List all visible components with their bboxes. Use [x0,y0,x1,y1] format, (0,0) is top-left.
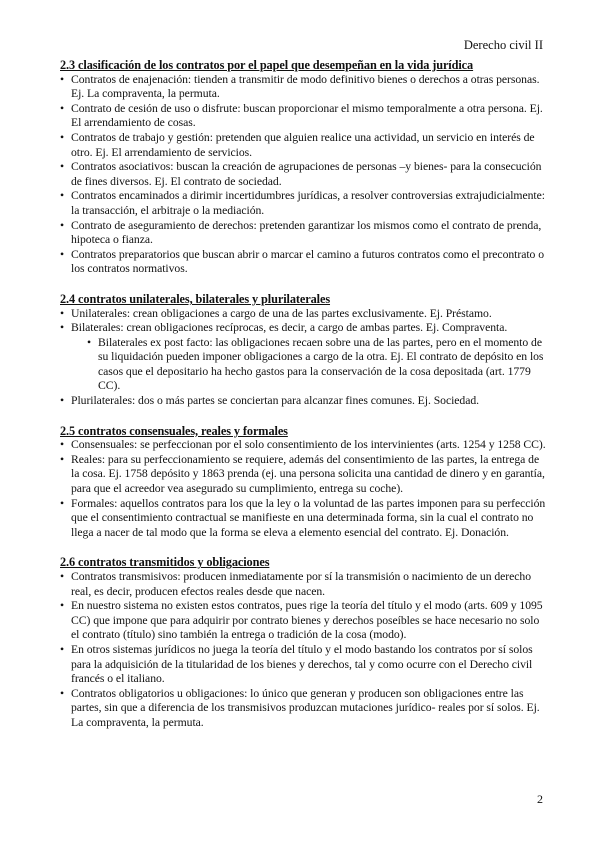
section-title: 2.3 clasificación de los contratos por el papel que desempeñan en la vida jurídica [60,58,474,72]
bullet-list [60,570,547,731]
list-item: • En nuestro sistema no existen estos contratos, pues rige la teoría del título y el modo (arts. 609 y 1095 CC) que impone que para adquirir por contrato bienes y derechos poseíbles se hace necesario no solo el contrato (título) sino también la entrega o tradición de la cosa (modo). [60,599,547,643]
list-item: • Reales: para su perfeccionamiento se requiere, además del consentimiento de las partes, la entrega de la cosa. Ej. 1758 depósito y 1863 prenda (ej. una persona solicita una cantidad de dinero y en garantía, para que el acreedor vea asegurado su cumplimiento, entrega su coche). [60,453,547,497]
section-2-3 [60,58,547,277]
list-item: • Bilaterales: crean obligaciones recíprocas, es decir, a cargo de ambas partes. Ej. Compraventa. [60,321,547,336]
list-item: • En otros sistemas jurídicos no juega la teoría del título y el modo bastando los contratos por sí solos para la adquisición de la titularidad de los bienes y derechos, tal y como ocurre con el Derecho civil francés o el italiano. [60,643,547,687]
page-number: 2 [537,792,543,806]
section-title: 2.6 contratos transmitidos y obligaciones [60,555,270,570]
section-2-4 [60,292,547,409]
section-title: 2.5 contratos consensuales, reales y formales [60,423,288,438]
page-content [60,58,547,746]
section-2-5 [60,424,547,541]
list-item: • Contrato de aseguramiento de derechos: pretenden garantizar los mismos como el contrato de prenda, hipoteca o fianza. [60,219,547,248]
list-item: • Contratos preparatorios que buscan abrir o marcar el camino a futuros contratos como el precontrato o los contratos normativos. [60,248,547,277]
list-item: • Contratos de trabajo y gestión: pretenden que alguien realice una actividad, un servicio en interés de otro. Ej. El arrendamiento de servicios. [60,131,547,160]
page-header: Derecho civil II [463,38,543,52]
list-item: • Formales: aquellos contratos para los que la ley o la voluntad de las partes imponen para su perfección que el consentimiento contractual se manifieste en una determinada forma, sin la cual el contrato no llega a nacer de tal modo que la forma se eleva a elemento esencial del contrato. Ej. Donación. [60,497,547,541]
list-item: • Contratos transmisivos: producen inmediatamente por sí la transmisión o nacimiento de un derecho real, es decir, producen efectos reales desde que nacen. [60,570,547,599]
list-item: • Contratos obligatorios u obligaciones: lo único que generan y producen son obligaciones entre las partes, sin que a diferencia de los transmisivos produzcan mutaciones jurídico- reales por sí solos. Ej. La compraventa, la permuta. [60,687,547,731]
bullet-list [60,307,547,409]
list-item: • Contrato de cesión de uso o disfrute: buscan proporcionar el mismo temporalmente a otra persona. Ej. El arrendamiento de cosas. [60,102,547,131]
list-item: • Contratos de enajenación: tienden a transmitir de modo definitivo bienes o derechos a otras personas. Ej. La compraventa, la permuta. [60,73,547,102]
list-item: • Unilaterales: crean obligaciones a cargo de una de las partes exclusivamente. Ej. Préstamo. [60,307,547,322]
bullet-list [60,73,547,277]
list-item: • Plurilaterales: dos o más partes se conciertan para alcanzar fines comunes. Ej. Sociedad. [60,394,547,409]
list-item: • Contratos asociativos: buscan la creación de agrupaciones de personas –y bienes- para la consecución de fines diversos. Ej. El contrato de sociedad. [60,160,547,189]
list-item: • Contratos encaminados a dirimir incertidumbres jurídicas, a resolver controversias extrajudicialmente: la transacción, el arbitraje o la mediación. [60,189,547,218]
section-2-6 [60,555,547,730]
sub-list-item: • Bilaterales ex post facto: las obligaciones recaen sobre una de las partes, pero en el momento de su liquidación pueden imponer obligaciones a cargo de la otra. Ej. El contrato de depósito en los casos que el depositario ha hecho gastos para la conservación de la cosa depositada (art. 1779 CC). [60,336,547,394]
list-item: • Consensuales: se perfeccionan por el solo consentimiento de los intervinientes (arts. 1254 y 1258 CC). [60,438,547,453]
section-title: 2.4 contratos unilaterales, bilaterales y plurilaterales [60,291,331,306]
bullet-list [60,438,547,540]
